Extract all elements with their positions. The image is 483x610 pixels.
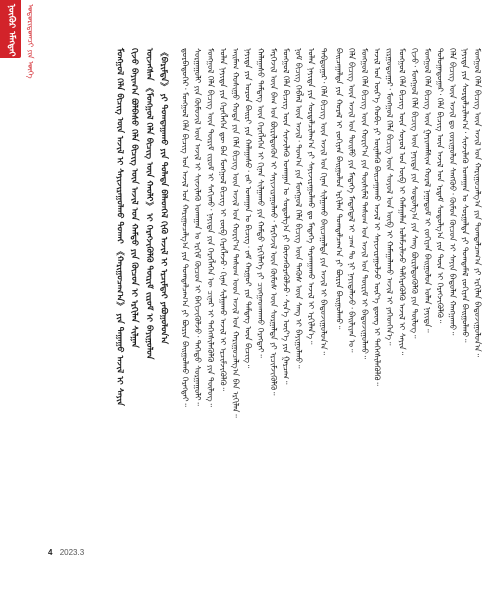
body-line: ᠨᠤᠮ ᠪᠢᠴᠢᠭ ᠬᠡᠪᠯᠡᠯ ᠦᠨ ᠠᠵᠢᠯ᠂ ᠲᠣᠭ᠎ᠠ ᠶᠢᠨ ᠮᠣᠩᠭᠣᠯ ᠬᠡᠯᠡ ᠪᠢᠴᠢᠭ ᠦᠨ ᠲᠡᠭᠦᠰ ᠦᠨ ᠰᠠᠩ ᠢ ᠪᠠᠶᠢᠭᠤᠯᠬᠤ᠃	[293, 48, 303, 369]
footnote-line-2: ᠬᠢᠵᠦ ᠪᠠᠶᠢᠭ᠎ᠠ ᠪᠣᠯᠪᠠᠰᠤ ᠬᠡᠯᠡ ᠪᠢᠴᠢᠭ ᠦᠨ ᠠᠵᠢᠯ ᠤᠨ ᠬᠠᠮᠲᠤ ᠶᠢᠨ ᠬᠦᠴᠦᠨ ᠢ ᠡᠷᠬᠢᠯᠡᠨ ᠰᠢᠯᠭᠠᠨ	[129, 48, 140, 348]
footnote-block	[112, 48, 170, 536]
body-line: ᠣᠯᠠᠨ ᠨᠡᠶᠢᠲᠡ ᠶᠢᠨ ᠰᠤᠷᠲᠠᠯᠴᠢᠯᠠᠭ᠎ᠠ ᠶᠢ ᠰᠠᠶᠢᠵᠢᠷᠠᠭᠤᠯᠬᠤ ᠳᠤ ᠮᠡᠳᠡᠭᠡ ᠲᠠᠷᠬᠠᠭᠠᠬᠤ ᠠᠵᠢᠯ ᠢ ᠡᠷᠬᠢᠯᠡᠨ᠎ᠡ᠃	[306, 48, 316, 345]
body-line: ᠠᠵᠢᠯ ᠤᠨ ᠦᠷ᠎ᠡ ᠬᠤᠪᠢ ᠶᠢ ᠦᠨᠡᠯᠡᠬᠦ ᠪᠠᠢᠴᠠᠭᠠᠬᠤ ᠠᠵᠢᠯ ᠢ ᠰᠠᠶᠢᠵᠢᠷᠠᠭᠤᠯᠵᠤ ᠦᠷ᠎ᠡ ᠳ᠋ᠦᠩ ᠢ ᠳᠡᠭᠡᠭᠰᠢᠯᠡᠭᠦᠯᠬᠦ᠃	[372, 48, 382, 386]
footnote-line-4: 《ᠪᠠᠷᠢᠮᠲᠠ》 ᠶᠢ ᠲᠣᠭᠲᠠᠭᠠᠬᠤ ᠶᠢᠨ ᠲᠤᠯᠠᠳᠠ ᠪᠡᠯᠡᠳᠭᠡᠯ ᠬᠢᠬᠦ ᠠᠵᠢᠯ ᠢ ᠡᠷᠴᠢᠮᠲᠡᠢ ᠶᠠᠪᠤᠭᠤᠯᠤᠨ᠎ᠠ	[158, 48, 169, 345]
body-line: ᠨᠡᠶᠢᠲᠡ ᠶᠢᠨ ᠰᠤᠷᠲᠠᠯᠴᠢᠯᠠᠭ᠎ᠠ᠂ ᠰᠢᠨᠵᠢᠯᠡᠬᠦ ᠤᠬᠠᠭᠠᠨ ᠤ ᠰᠤᠷᠭᠠᠯᠲᠠ ᠶᠢ ᠲᠣᠭᠲᠠᠮᠠᠯ ᠵᠣᠬᠢᠶᠠᠨ ᠪᠠᠢᠭᠤᠯᠬᠤ᠃	[460, 48, 470, 343]
body-line: ᠲᠠᠪᠳᠤᠭᠠᠷ᠂ ᠬᠡᠯᠡ ᠪᠢᠴᠢᠭ ᠦᠨ ᠠᠵᠢᠯ ᠤᠨ ᠬᠢᠨᠠᠨ ᠰᠢᠯᠭᠠᠬᠤ ᠪᠠᠢᠴᠠᠭᠠᠯᠲᠠ ᠶᠢᠨ ᠠᠵᠢᠯ ᠢ ᠪᠠᠲᠤᠵᠢᠭᠤᠯᠤᠨ᠎ᠠ᠃	[319, 48, 329, 355]
body-line: ᠮᠣᠩᠭᠣᠯ ᠬᠡᠯᠡ ᠪᠢᠴᠢᠭ ᠦᠨ ᠳᠦᠷᠢᠮ ᠵᠢᠷᠤᠮ ᠢ ᠰᠠᠬᠢᠬᠤ᠂ ᠨᠡᠶᠢᠲᠡ ᠶᠢᠨ ᠬᠡᠷᠡᠭᠯᠡᠭᠡᠨ ᠦ ᠴᠢᠨᠠᠷ ᠢ ᠳᠡᠭᠡᠭᠰᠢᠯᠡᠭᠦᠯᠬᠦ ᠶᠢᠨ ᠲᠥᠯᠦᠭ᠃	[205, 48, 215, 407]
body-line: ᠨᠡᠶᠢᠲᠡ ᠶᠢᠨ ᠣᠷᠣᠨ ᠪᠠᠢᠷᠢ ᠶᠢᠨ ᠬᠠᠯᠠᠭᠠᠰᠤ᠂ ᠵᠠᠷ ᠤᠬᠠᠭᠠᠨ ᠤ ᠪᠢᠴᠢᠭ᠂ ᠵᠠᠮ ᠬᠠᠷᠭᠤᠢ ᠶᠢᠨ ᠲᠡᠮᠳᠡᠭ ᠦᠨ ᠪᠢᠴᠢᠭ᠃	[243, 48, 253, 369]
body-text-left	[178, 48, 329, 536]
body-line: ᠳᠣᠯᠣᠭᠠᠳᠤᠭᠠᠷ᠂ ᠬᠡᠯᠡ ᠪᠢᠴᠢᠭ ᠦᠨ ᠠᠵᠢᠯ ᠤᠨ ᠡᠷᠳᠡᠮ ᠰᠤᠳᠤᠯᠭ᠎ᠠ ᠶᠢᠨ ᠳᠦᠨ ᠢ ᠬᠡᠷᠡᠭᠵᠢᠭᠦᠯᠬᠦ᠃	[435, 48, 445, 324]
body-line: ᠪᠠᠢᠴᠠᠭᠠᠯᠲᠠ ᠶᠢᠨ ᠬᠤᠷᠠᠯ ᠢ ᠵᠣᠬᠢᠶᠠᠨ ᠪᠠᠢᠭᠤᠯᠤᠨ ᠡᠷᠬᠢᠯᠡᠨ ᠲᠣᠭᠲᠠᠯᠴᠠᠭ᠎ᠠ ᠶᠢ ᠪᠦᠷᠢᠨ ᠪᠠᠢᠭᠤᠯᠬᠤ᠃	[334, 48, 344, 330]
issue-date: 2023.3	[59, 548, 85, 557]
body-line: ᠰᠤᠷᠭᠠᠭᠤᠯᠢ ᠶᠢᠨ ᠬᠦᠮᠦᠵᠢᠯ ᠦᠨ ᠠᠵᠢᠯ ᠢ ᠰᠢᠨᠵᠢᠯᠡᠬᠦ ᠤᠬᠠᠭᠠᠨ ᠤ ᠡᠷᠬᠢᠮ ᠬᠦᠴᠦᠨ ᠢ ᠪᠡᠬᠢᠵᠢᠭᠦᠯᠵᠦ᠂ ᠳᠡᠭᠡᠳᠦ ᠰᠤᠷᠭᠠᠭᠤᠯᠢ᠃	[193, 48, 203, 406]
body-text-right	[332, 48, 483, 536]
body-line: ᠮᠡᠷᠭᠡᠵᠢᠯ ᠦᠨ ᠪᠠᠭ ᠤᠨ ᠪᠦᠷᠢᠯᠳᠦᠬᠦᠨ ᠢ ᠰᠠᠶᠢᠵᠢᠷᠠᠭᠤᠯᠬᠤ᠂ ᠮᠡᠷᠭᠡᠵᠢᠯ ᠦᠨ ᠬᠦᠮᠦᠰ ᠦᠨ ᠰᠤᠷᠭᠠᠯᠲᠠ ᠶᠢ ᠡᠷᠴᠢᠮᠵᠢᠭᠦᠯᠬᠦ᠃	[268, 48, 278, 396]
body-line: ᠬᠠᠯᠠᠭᠠᠰᠤ ᠲᠡᠮᠳᠡᠭ ᠦᠨ ᠬᠡᠷᠡᠭᠯᠡᠭᠡᠨ ᠢ ᠬᠢᠨᠠᠨ ᠰᠢᠯᠭᠠᠬᠤ ᠶᠢᠨ ᠬᠠᠮᠲᠤ ᠡᠷᠬᠢᠯᠡᠭᠡ ᠶᠢ ᠴᠢᠩᠭᠠᠳᠬᠠᠬᠤ ᠬᠡᠷᠡᠭᠲᠡᠢ᠃	[256, 48, 266, 358]
section-title: ᠤᠳᠤᠷᠢᠳᠤᠭᠴᠢ ᠶᠢᠨ ᠦᠭᠡ	[26, 4, 35, 79]
body-line: ᠵᠢᠷᠭᠤᠳᠤᠭᠠᠷ᠂ ᠮᠣᠩᠭᠣᠯ ᠬᠡᠯᠡ ᠪᠢᠴᠢᠭ ᠦᠨ ᠰᠣᠶᠣᠯ ᠤᠨ ᠥᠪ ᠢ ᠬᠠᠮᠠᠭᠠᠯᠠᠬᠤ ᠠᠵᠢᠯ ᠢ ᠶᠡᠬᠡᠳᠬᠡᠨ᠎ᠡ᠃	[384, 48, 394, 346]
page-number: 4	[48, 548, 53, 557]
body-line: ᠮᠣᠩᠭᠣᠯ ᠬᠡᠯᠡ ᠪᠢᠴᠢᠭ ᠦᠨ ᠠᠵᠢᠯ ᠤᠨ ᠬᠠᠷᠢᠭᠤᠴᠠᠯᠭ᠎ᠠ ᠶᠢᠨ ᠲᠣᠭᠲᠠᠯᠴᠠᠭ᠎ᠠ ᠶᠢ ᠡᠷᠬᠢᠯᠡᠨ ᠪᠠᠲᠤᠵᠢᠭᠤᠯᠤᠨ᠎ᠠ᠃	[473, 48, 483, 357]
body-line: ᠬᠡᠯᠡ ᠪᠢᠴᠢᠭ ᠦᠨ ᠠᠵᠢᠯ ᠳᠤ ᠵᠣᠷᠢᠭᠤᠯᠤᠨ ᠰᠠᠩᠬᠦᠦ᠂ ᠬᠦᠮᠦᠨ ᠬᠦᠴᠦᠨ ᠢ ᠰᠠᠶᠢᠨ ᠪᠠᠲᠤᠯᠠᠨ ᠬᠠᠩᠭᠠᠬᠤ᠃	[447, 48, 457, 336]
body-line: ᠬᠡᠯᠡ ᠪᠢᠴᠢᠭ ᠦᠨ ᠠᠵᠢᠯ ᠤᠨ ᠲᠣᠢᠮᠤ ᠶᠢᠨ ᠮᠡᠳᠡᠭᠡ ᠮᠡᠳᠡᠭᠳᠡᠯ ᠢ ᠴᠠᠭ ᠲᠤ ᠨᠢ ᠨᠡᠶᠢᠲᠡᠯᠡᠵᠦ᠂ ᠪᠠᠢᠯᠢᠶᠠᠨ ᠤ᠃	[347, 48, 357, 353]
body-line: ᠳ᠋ᠤᠷᠪᠡᠳᠦᠭᠡᠷ᠂ ᠮᠣᠩᠭᠣᠯ ᠬᠡᠯᠡ ᠪᠢᠴᠢᠭ ᠤᠨ ᠠᠵᠢᠯ ᠤᠨ ᠬᠠᠷᠢᠭᠤᠴᠠᠯᠭ᠎ᠠ ᠶᠢᠨ ᠲᠣᠭᠲᠠᠯᠴᠠᠭ᠎ᠠ ᠶᠢ ᠪᠦᠷᠢᠨ ᠪᠠᠢᠭᠤᠯᠬᠤ ᠬᠡᠷᠡᠭᠲᠡᠢ᠃	[180, 48, 190, 407]
magazine-logo-tab	[0, 0, 21, 58]
body-line: ᠮᠣᠩᠭᠣᠯ ᠬᠡᠯᠡ ᠪᠢᠴᠢᠭ ᠦᠨ ᠰᠣᠶᠣᠯ ᠤᠨ ᠥᠪ ᠢ ᠬᠠᠮᠠᠭᠠᠯᠠᠨ ᠤᠯᠠᠮᠵᠢᠯᠠᠵᠤ ᠳᠡᠯᠭᠡᠷᠡᠭᠦᠯᠬᠦ ᠠᠵᠢᠯ ᠢ ᠰᠠᠶᠢᠨ᠃	[397, 48, 407, 355]
body-line: ᠮᠣᠩᠭᠣᠯ ᠬᠡᠯᠡ ᠪᠢᠴᠢᠭ ᠦᠨ ᠭᠠᠶᠢᠬᠠᠮᠰᠢᠭ ᠬᠤᠷᠠᠯ ᠨᠠᠭᠠᠳᠤᠮ ᠢ ᠵᠣᠬᠢᠶᠠᠨ ᠪᠠᠢᠭᠤᠯᠤᠨ ᠣᠯᠠᠨ ᠨᠡᠶᠢᠲᠡ᠃	[422, 48, 432, 333]
footnote-line-3: ᠦᠵᠡᠭᠰᠡᠨ 《ᠮᠣᠩᠭᠣᠯ ᠬᠡᠯᠡ ᠪᠢᠴᠢᠭ ᠦᠨ ᠬᠠᠤᠯᠢ》 ᠢ ᠬᠡᠷᠡᠭᠵᠢᠭᠦᠯᠬᠦ ᠳᠦᠷᠢᠮ ᠵᠢᠷᠤᠮ ᠢ ᠪᠠᠶᠢᠭᠤᠯᠤᠨ	[143, 48, 154, 360]
body-line: ᠣᠯᠠᠨ ᠨᠡᠶᠢᠲᠡ ᠶᠢᠨ ᠬᠡᠷᠡᠭᠯᠡᠭᠡᠨ ᠳᠦ ᠪᠠᠨ ᠮᠣᠩᠭᠣᠯ ᠪᠢᠴᠢᠭ ᠢ ᠵᠦᠪ ᠬᠡᠷᠡᠭᠯᠡᠵᠦ᠂ ᠬᠢᠨᠠᠨ ᠰᠢᠯᠭᠠᠬᠤ ᠠᠵᠢᠯ ᠢ ᠡᠷᠴᠢᠮᠵᠢᠭᠦᠯᠬᠦ᠃	[218, 48, 228, 391]
footnote-line-1: ᠮᠣᠩᠭᠣᠯ ᠬᠡᠯᠡ ᠪᠢᠴᠢᠭ ᠦᠨ ᠠᠵᠢᠯ ᠢ ᠰᠠᠶᠢᠵᠢᠷᠠᠭᠤᠯᠬᠤ ᠲᠤᠬᠠᠢ 《ᠬᠠᠷᠢᠭᠤᠴᠠᠭ᠎ᠠ》 ᠶᠢᠨ ᠳᠠᠭᠠᠭᠤ ᠠᠵᠢᠯ ᠢ ᠰᠠᠶᠢᠨ	[114, 48, 125, 406]
body-line: ᠮᠣᠩᠭᠣᠯ ᠬᠡᠯᠡ ᠪᠢᠴᠢᠭ ᠦᠨ ᠰᠢᠨᠵᠢᠯᠡᠬᠦ ᠤᠬᠠᠭᠠᠨ ᠤ ᠰᠤᠳᠤᠯᠭ᠎ᠠ ᠶᠢ ᠭᠦᠨᠵᠡᠭᠦᠷᠡᠭᠦᠯᠵᠦ᠂ ᠰᠢᠨ᠎ᠡ ᠦᠶ᠎ᠡ ᠶᠢᠨ ᠭᠠᠷᠴᠠᠭ᠃	[281, 48, 291, 385]
body-line: ᠮᠣᠩᠭᠣᠯ ᠬᠡᠯᠡ ᠪᠢᠴᠢᠭ ᠦᠨ ᠬᠣᠷᠢᠶ᠎ᠠ ᠶᠢᠨ ᠲᠦᠰᠢᠮᠡᠯ ᠲᠠᠰᠤᠭ ᠤᠨ ᠠᠵᠢᠯ ᠤᠨ ᠳᠦᠷᠢᠮ ᠢ ᠪᠠᠲᠤᠵᠢᠭᠤᠯᠬᠤ᠃	[359, 48, 369, 360]
body-line: ᠬᠢᠵᠦ᠂ ᠮᠣᠩᠭᠣᠯ ᠬᠡᠯᠡ ᠪᠢᠴᠢᠭ ᠦᠨ ᠨᠡᠶᠢᠲᠡ ᠶᠢᠨ ᠰᠣᠳᠤᠯᠭ᠎ᠠ ᠶᠢᠨ ᠰᠠᠩ ᠪᠦᠷᠢᠯᠳᠦᠭᠦᠯᠬᠦ ᠶᠢᠨ ᠲᠥᠯᠦᠭ᠃	[410, 48, 420, 339]
magazine-logo-text: ᠨᠦᠬᠦᠷ ᠡᠮᠡᠭᠲᠡᠢ	[6, 4, 16, 57]
body-line: ᠠᠢᠮᠠᠭ ᠬᠣᠰᠢᠭᠤ ᠬᠣᠲᠠ ᠶᠢᠨ ᠬᠡᠯᠡ ᠪᠢᠴᠢᠭ ᠦᠨ ᠠᠵᠢᠯ ᠤᠨ ᠬᠣᠷᠢᠶ᠎ᠠ ᠲᠠᠰᠤᠭ ᠤᠳ ᠠᠵᠢᠯ ᠤᠨ ᠬᠠᠷᠢᠭᠤᠴᠠᠯᠭ᠎ᠠ ᠪᠠᠨ ᠡᠷᠬᠢᠯᠡᠨ᠃	[230, 48, 240, 418]
page-footer	[48, 548, 84, 557]
